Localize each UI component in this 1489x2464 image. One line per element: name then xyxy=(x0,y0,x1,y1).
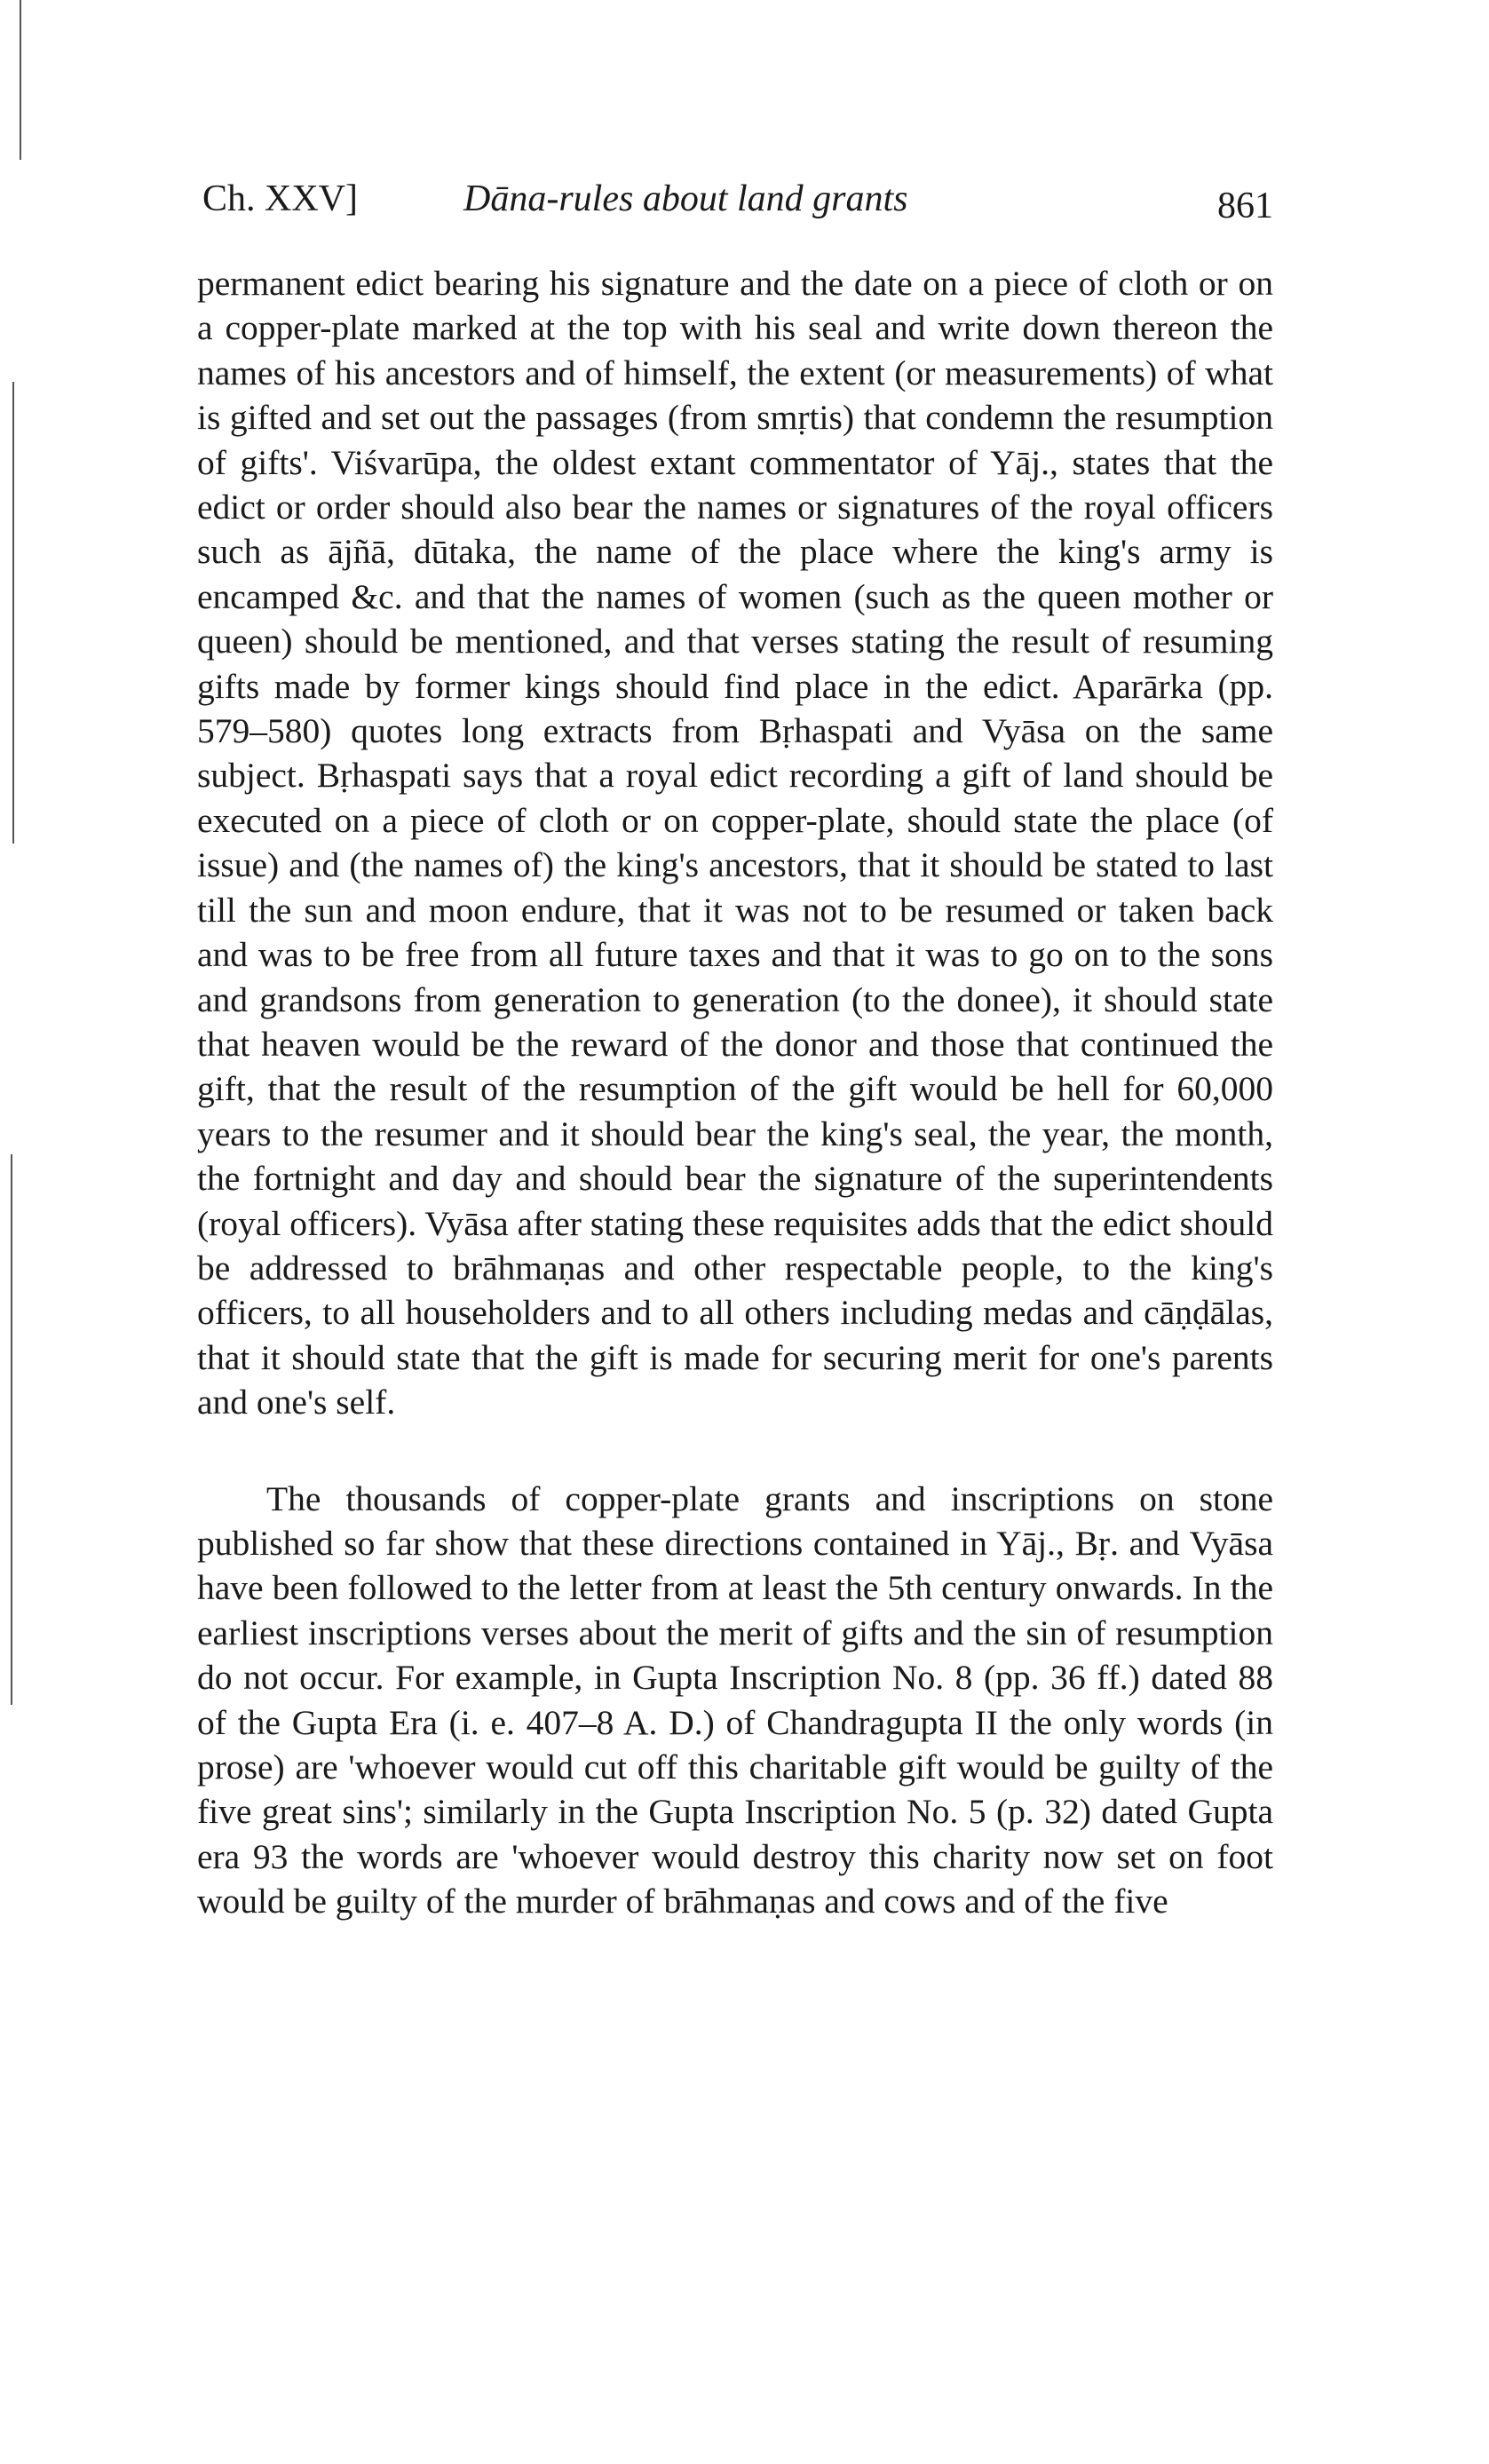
page-number: 861 xyxy=(1217,186,1273,226)
paragraph-1: permanent edict bearing his signature and the date on a piece of cloth or on a copper-plate marked at the top with his seal and write down thereon the names of his ancestors and of himself, the extent (or measurements) of what is gifted and set out the passages (from smṛtis) that condemn the resumption of gifts'. Viśvarūpa, the oldest extant commentator of Yāj., states that the edict or order should also bear the names or signatures of the royal officers such as ājñā, dūtaka, the name of the place where the king's army is encamped &c. and that the names of women (such as the queen mother or queen) should be mentioned, and that verses stating the result of resuming gifts made by former kings should find place in the edict. Aparārka (pp. 579–580) quotes long extracts from Bṛhaspati and Vyāsa on the same subject. Bṛhaspati says that a royal edict recording a gift of land should be executed on a piece of cloth or on copper-plate, should state the place (of issue) and (the names of) the king's ancestors, that it should be stated to last till the sun and moon endure, that it was not to be resumed or taken back and was to be free from all future taxes and that it was to go on to the sons and grandsons from generation to generation (to the donee), it should state that heaven would be the reward of the donor and those that continued the gift, that the result of the resumption of the gift would be hell for 60,000 years to the resumer and it should bear the king's seal, the year, the month, the fortnight and day and should bear the signature of the superintendents (royal officers). Vyāsa after stating these requisites adds that the edict should be addressed to brāhmaṇas and other respectable people, to the king's officers, to all householders and to all others including medas and cāṇḍālas, that it should state that the gift is made for securing merit for one's parents and one's self. xyxy=(197,264,1273,1422)
page-header xyxy=(197,169,1273,231)
chapter-label: Ch. XXV] xyxy=(202,178,358,219)
running-title: Dāna-rules about land grants xyxy=(463,178,908,219)
page-edge-line-middle xyxy=(12,382,14,844)
page-edge-line-lower xyxy=(11,1154,12,1705)
page-edge-line-top xyxy=(20,0,21,160)
paragraph-2: The thousands of copper-plate grants and inscriptions on stone published so far show that these directions contained in Yāj., Bṛ. and Vyāsa have been followed to the letter from at least the 5th century onwards. In the earliest inscriptions verses about the merit of gifts and the sin of resumption do not occur. For example, in Gupta Inscription No. 8 (pp. 36 ff.) dated 88 of the Gupta Era (i. e. 407–8 A. D.) of Chandragupta II the only words (in prose) are 'whoever would cut off this charitable gift would be guilty of the five great sins'; similarly in the Gupta Inscription No. 5 (p. 32) dated Gupta era 93 the words are 'whoever would destroy this charity now set on foot would be guilty of the murder of brāhmaṇas and cows and of the five xyxy=(197,1478,1273,1921)
book-page xyxy=(197,169,1273,1924)
